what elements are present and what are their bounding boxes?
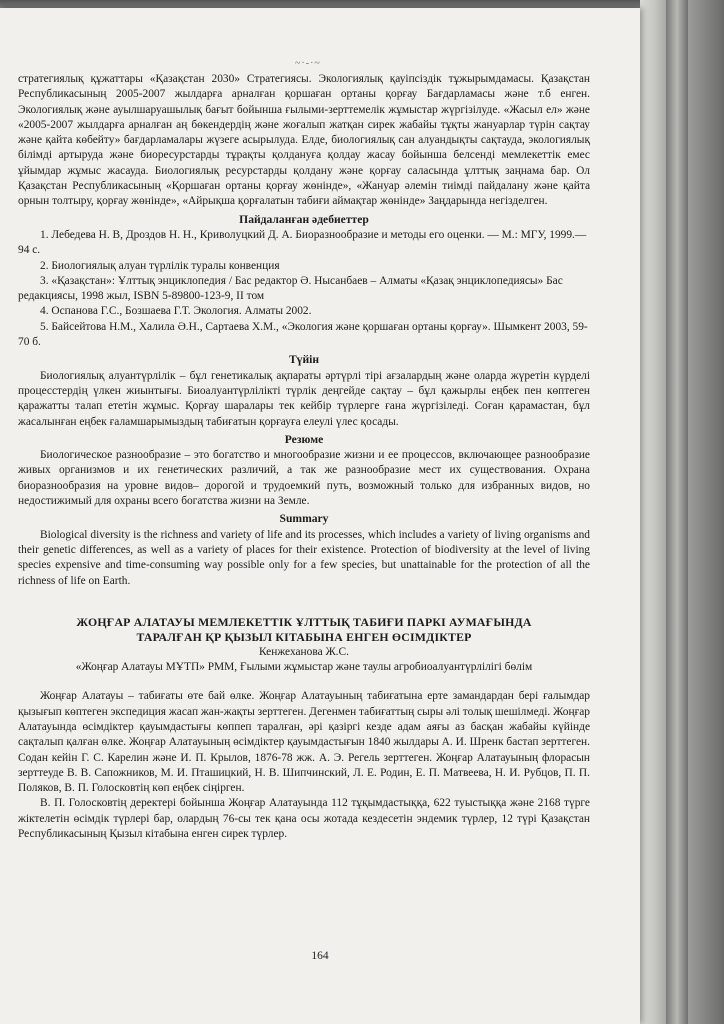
page-number: 164 [311,950,329,962]
section-gap [18,589,590,615]
rezyume-paragraph: Биологическое разнообразие – это богатство и многообразие жизни и ее процессов, включающее разнообразие живых организмов и их генетических различий, а так же разнообразие мест их существования. Охрана биоразнообразия на уровне видов– дорогой и трудоемкий путь, возможный только для избранных видов, но недостижимый для охраны всего богатства жизни на Земле. [18,449,590,508]
tuyin-paragraph: Биологиялық алуантүрлілік – бұл генетикалық ақпараты әртүрлі тірі ағзалардың және оларда жүретін күрделі процесстердің үлкен жиынтығы. Биоалуантүрлілікті түрлік деңгейде сақтау – бұл қажырлы еңбек пен көптеген қаражатты талап ететін жұмыс. Қорғау шаралары тек кейбір түрлерге ғана жүргізіледі. Соған қарамастан, бұл жасалынған еңбек ғаламшарымыздың табиғатын қорғауға елеулі үлес қосады. [18,369,590,428]
section-gap-small [18,675,590,689]
page-content [18,72,590,842]
article-title-line-2: ТАРАЛҒАН ҚР ҚЫЗЫЛ КІТАБЫНА ЕНГЕН ӨСІМДІКТЕР [136,629,472,644]
article-title-line-1: ЖОҢҒАР АЛАТАУЫ МЕМЛЕКЕТТІК ҰЛТТЫҚ ТАБИҒИ ПАРКІ АУМАҒЫНДА [76,614,532,629]
reference-item-1: 1. Лебедева Н. В, Дроздов Н. Н., Криволуцкий Д. А. Биоразнообразие и методы его оценки. — М.: МГУ, 1999.— 94 с. [18,228,587,257]
article-paragraph-2: В. П. Голосковтің деректері бойынша Жоңғар Алатауында 112 тұқымдастыққа, 622 туыстыққа және 2168 түрге жіктелетін өсімдік түрлері бар, олардың 76-сы тек қана осы жотада кездесетін эндемик түрлер, 12 түрі Қазақстан Республикасының Қызыл кітабына енген сирек түрлер. [18,797,590,841]
references-heading: Пайдаланған әдебиеттер [239,212,369,226]
article-author: Кенжеханова Ж.С. [259,645,349,658]
intro-paragraph: стратегиялық құжаттары «Қазақстан 2030» Стратегиясы. Экологиялық қауіпсіздік тұжырымдамасы. Қазақстан Республикасының 2005-2007 жылдарға арналған қоршаған ортаны қорғау Бағдарламасы және т.б енген. Экологиялық және ауылшаруашылық бағыт бойынша ғылыми-зерттемелік жұмыстар жүргізілуде. «Жасыл ел» және «2005-2007 жылдарға арналған аң бөкендердің және жоғалып жатқан сирек жабайы тұқты жануарлар түрін сақтау және қайта көбейту» бағдарламалары жүзеге асырылуда. Елде, биологиялық сан алуандықты сақтауда, экологиялық білімді артыруда және биоресурстарды тұрақты қолдануға қолдау жасау бойынша белсенді мемлекеттік емес ұйымдар жұмыс жасауда. Биологиялық ресурстарды қолдану және қорғау саласында ұлттық заңнама бар. Ол Қазақстан Республикасының «Қоршаған ортаны қорғау жөнінде», «Жануар әлемін тиімді пайдалану және қайта орнын толтыру, қорғау жөнінде», «Айрықша қорғалатын табиғи аймақтар жөнінде» Заңдарында негізделген. [18,73,590,208]
reference-item-2: 2. Биологиялық алуан түрлілік туралы конвенция [40,259,280,272]
reference-item-4: 4. Оспанова Г.С., Бозшаева Г.Т. Экология. Алматы 2002. [40,305,312,318]
book-spine-edge [688,0,724,1024]
reference-item-5: 5. Байсейтова Н.М., Халила Ә.Н., Сартаева Х.М., «Экология және қоршаған ортаны қорғау». Шымкент 2003, 59-70 б. [18,320,588,349]
article-affiliation: «Жоңғар Алатауы МҰТП» РММ, Ғылыми жұмыстар және таулы агробиоалуантүрлілігі бөлім [75,661,533,674]
article-paragraph-1: Жоңғар Алатауы – табиғаты өте бай өлке. Жоңғар Алатауының табиғатына ерте замандардан бері ғалымдар қызығып көптеген экспедиция жасап жан-жақты зерттеген. Дегенмен табиғаттың сыры әлі толық шешілмеді. Жоңғар Алатауында өсімдіктер қауымдастығы көппеп таралған, әрі қазіргі кезде адам аяғы аз басқан жабайы күйінде сақталып қалған өлке. Жоңғар Алатауының өсімдіктер қауымдастығын 1840 жылдары А. И. Шренк бастап зерттеген. Содан кейін Г. С. Карелин және И. П. Крылов, 1876-78 жж. А. Э. Регель зерттеген. Жоңғар Алатауының флорасын зерттеуде В. В. Сапожников, М. И. Пташицкий, Н. В. Шипчинский, Л. Е. Родин, Е. П. Матвеева, Н. И. Рубцов, П. П. Поляков, В. П. Голосковтің көп еңбек сіңірген. [18,690,590,795]
rezyume-heading: Резюме [284,432,324,446]
summary-paragraph: Biological diversity is the richness and variety of life and its processes, which includes a variety of living organisms and their genetic differences, as well as a variety of places for their existence. Protection of biodiversity at the level of living species expensive and time-consuming way possible only for a few species, but unattainable for the protection of all the richness of life on Earth. [18,528,590,587]
book-page-edge-shadow [666,0,688,1024]
book-page-edge [640,0,666,1024]
scan-smudge: ~·-·~ [295,58,321,69]
tuyin-heading: Түйін [288,353,320,367]
reference-item-3: 3. «Қазақстан»: Ұлттық энциклопедия / Бас редактор Ә. Нысанбаев – Алматы «Қазақ энциклопедиясы» Бас редакциясы, 1998 жыл, ISBN 5-89800-123-9, II том [18,274,563,303]
document-page [0,8,640,1024]
summary-heading: Summary [279,512,329,526]
